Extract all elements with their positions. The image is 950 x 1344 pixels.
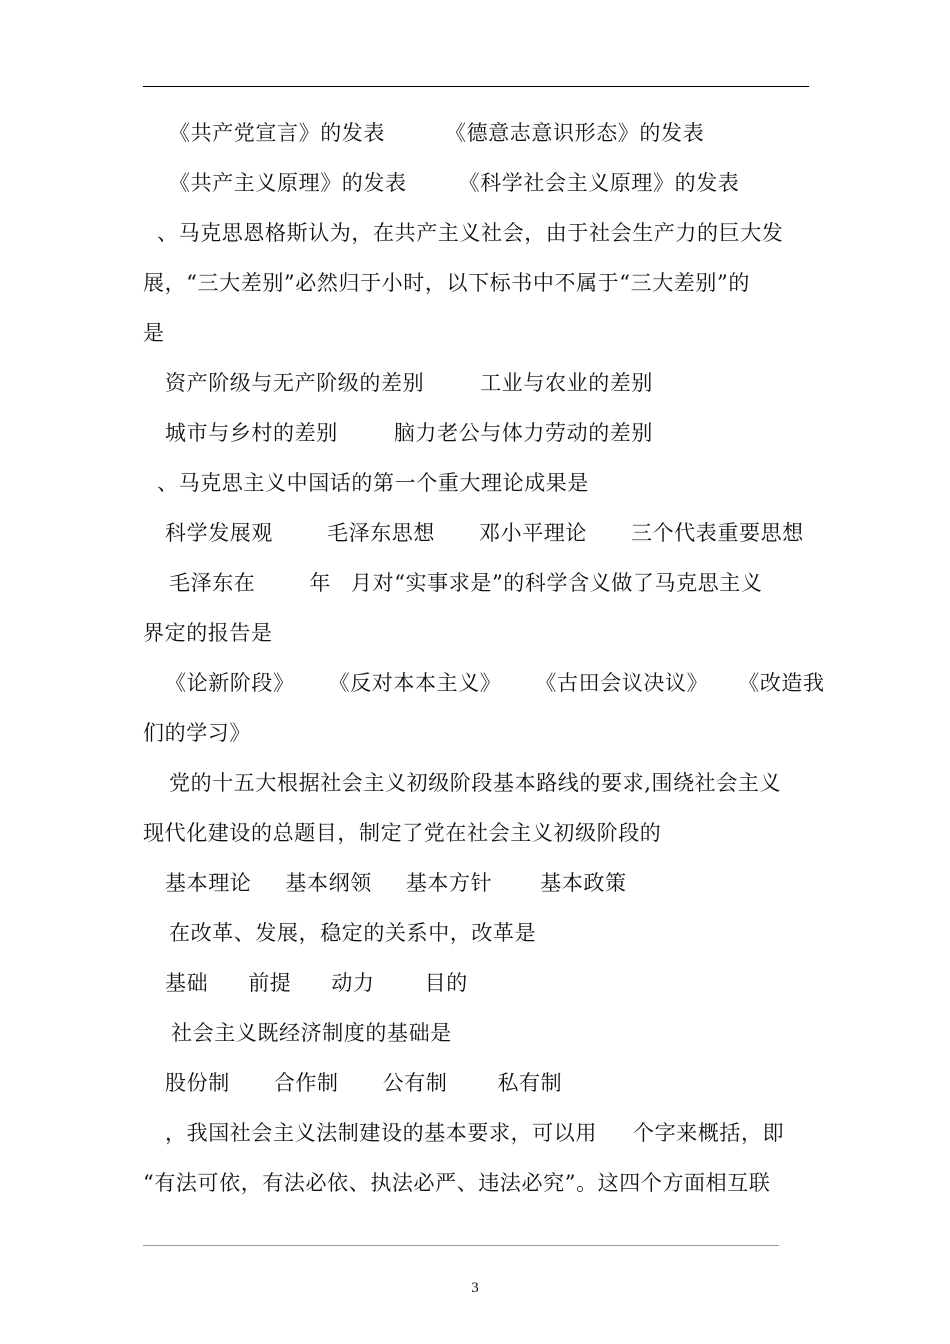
option-text: 城市与乡村的差别 [165,421,338,445]
option-text: 基本纲领 [285,871,372,895]
text-line [143,658,825,708]
text-line [143,158,809,208]
option-text: 《共产主义原理》的发表 [169,171,407,195]
option-text: 目的 [424,971,468,995]
line-text: 社会主义既经济制度的基础是 [171,1021,452,1045]
text-line [143,808,809,858]
text-line [143,758,809,808]
line-text: 们的学习》 [143,721,251,745]
option-text: 股份制 [165,1071,230,1095]
option-text: 前提 [248,971,292,995]
text-line [143,608,809,658]
option-text: 基础 [165,971,209,995]
option-text: 《古田会议决议》 [535,671,709,695]
option-text: 私有制 [497,1071,563,1095]
footer-rule [143,1245,779,1246]
option-text: 合作制 [273,1071,339,1095]
option-text: 毛泽东在 [169,571,256,595]
option-text: 基本方针 [405,871,493,895]
option-text: 个字来概括，即 [633,1121,785,1145]
text-line [143,1058,809,1108]
option-text: 《反对本本主义》 [328,671,502,695]
text-line [143,558,809,608]
line-text: 、马克思主义中国话的第一个重大理论成果是 [157,471,589,495]
option-text: 《科学社会主义原理》的发表 [458,171,740,195]
text-line [143,458,809,508]
text-line [143,308,809,358]
option-text: 《论新阶段》 [165,671,295,695]
line-text: 现代化建设的总题目，制定了党在社会主义初级阶段的 [143,821,662,845]
text-line [143,408,809,458]
option-text: 动力 [331,971,375,995]
option-text: 年 [309,571,332,595]
text-line [143,708,809,758]
line-text: 党的十五大根据社会主义初级阶段基本路线的要求,围绕社会主义 [169,771,782,795]
option-text: 《共产党宣言》的发表 [169,121,385,145]
option-text: 科学发展观 [165,521,273,545]
option-text: 工业与农业的差别 [480,371,654,395]
option-text: 邓小平理论 [479,521,587,545]
option-text: 《德意志意识形态》的发表 [445,121,705,145]
text-line [143,1158,809,1208]
option-text: 《改造我 [738,671,825,695]
page-number: 3 [471,1280,479,1296]
option-text: 月对“实事求是”的科学含义做了马克思主义 [351,571,763,595]
text-line [143,958,809,1008]
header-rule [143,86,809,87]
line-text: “有法可依，有法必依、执法必严、违法必究”。这四个方面相互联 [143,1171,771,1195]
line-text: 展，“三大差别”必然归于小时，以下标书中不属于“三大差别”的 [143,271,750,295]
text-line [143,358,809,408]
option-text: 脑力老公与体力劳动的差别 [393,421,654,445]
line-text: 是 [143,321,165,345]
document-body [143,108,825,1208]
text-line [143,1108,809,1158]
option-text: 三个代表重要思想 [631,521,804,545]
text-line [143,858,809,908]
option-text: 公有制 [382,1071,448,1095]
option-text: 基本政策 [540,871,627,895]
option-text: ，我国社会主义法制建设的基本要求，可以用 [165,1121,597,1145]
line-text: 界定的报告是 [143,621,273,645]
text-line [143,108,809,158]
line-text: 、马克思恩格斯认为，在共产主义社会，由于社会生产力的巨大发 [157,221,784,245]
line-text: 在改革、发展，稳定的关系中，改革是 [169,921,537,945]
option-text: 资产阶级与无产阶级的差别 [165,371,425,395]
text-line [143,258,809,308]
text-line [143,1008,809,1058]
option-text: 基本理论 [165,871,252,895]
text-line [143,908,809,958]
text-line [143,208,809,258]
text-line [143,508,809,558]
option-text: 毛泽东思想 [327,521,435,545]
